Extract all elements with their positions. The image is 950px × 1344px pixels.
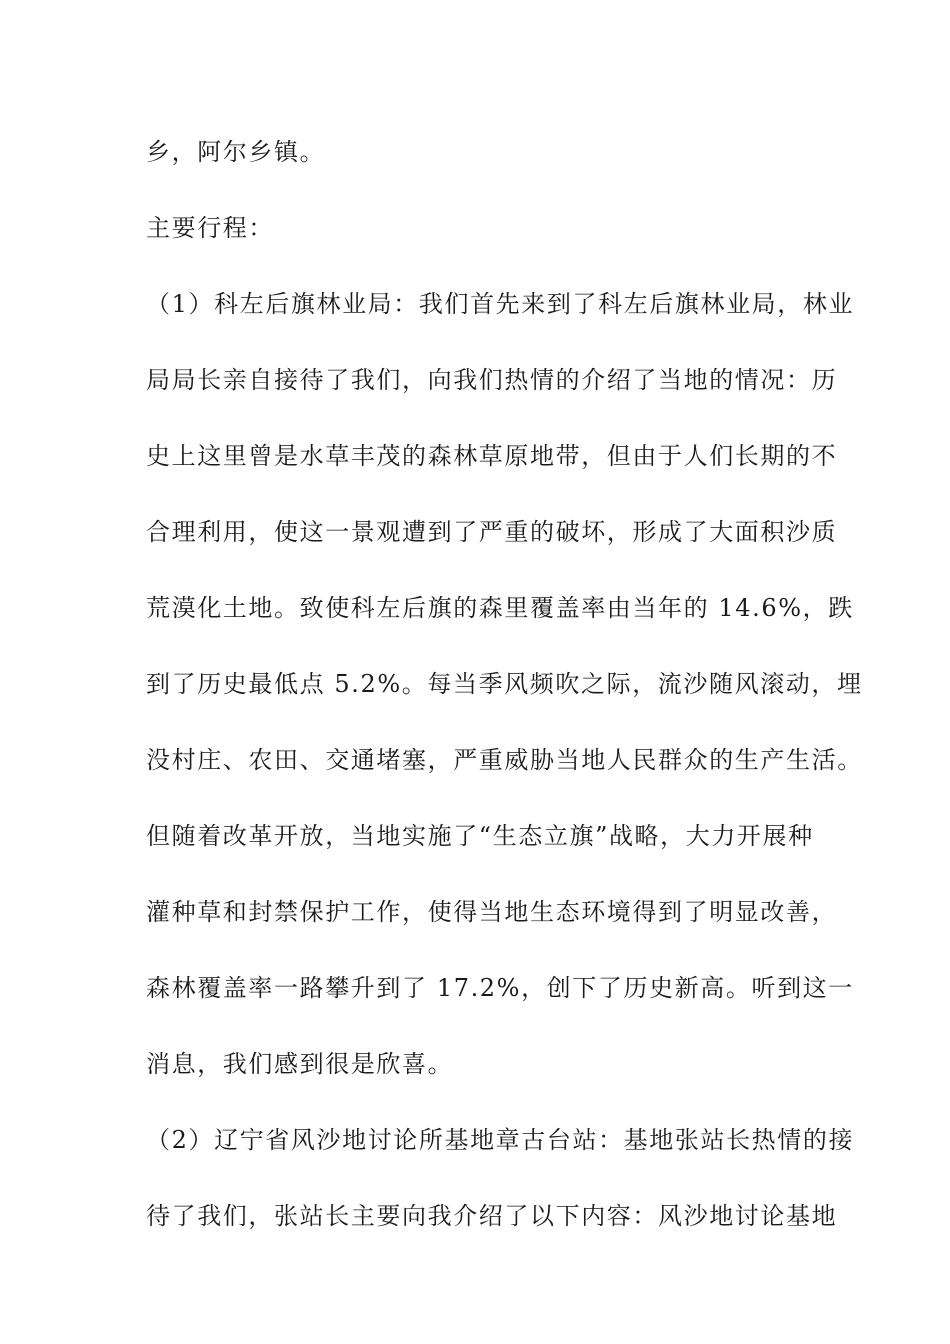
- text-line: 待了我们，张站长主要向我介绍了以下内容：风沙地讨论基地: [146, 1202, 838, 1230]
- text-line: 到了历史最低点 5.2%。每当季风频吹之际，流沙随风滚动，埋: [146, 670, 863, 698]
- text-line: （2）辽宁省风沙地讨论所基地章古台站：基地张站长热情的接: [146, 1126, 855, 1154]
- text-line: 乡，阿尔乡镇。: [146, 138, 326, 166]
- text-line: 但随着改革开放，当地实施了“生态立旗”战略，大力开展种: [146, 822, 814, 850]
- text-line: 合理利用，使这一景观遭到了严重的破坏，形成了大面积沙质: [146, 518, 838, 546]
- text-line: （1）科左后旗林业局：我们首先来到了科左后旗林业局，林业: [146, 290, 855, 318]
- section-heading: 主要行程：: [146, 214, 274, 242]
- text-line: 没村庄、农田、交通堵塞，严重威胁当地人民群众的生产生活。: [146, 746, 863, 774]
- text-line: 灌种草和封禁保护工作，使得当地生态环境得到了明显改善，: [146, 898, 838, 926]
- text-line: 森林覆盖率一路攀升到了 17.2%，创下了历史新高。听到这一: [146, 974, 854, 1002]
- text-line: 消息，我们感到很是欣喜。: [146, 1050, 454, 1078]
- text-line: 史上这里曾是水草丰茂的森林草原地带，但由于人们长期的不: [146, 442, 838, 470]
- document-body: [146, 132, 863, 1272]
- text-line: 局局长亲自接待了我们，向我们热情的介绍了当地的情况：历: [146, 366, 838, 394]
- text-line: 荒漠化土地。致使科左后旗的森里覆盖率由当年的 14.6%，跌: [146, 594, 854, 622]
